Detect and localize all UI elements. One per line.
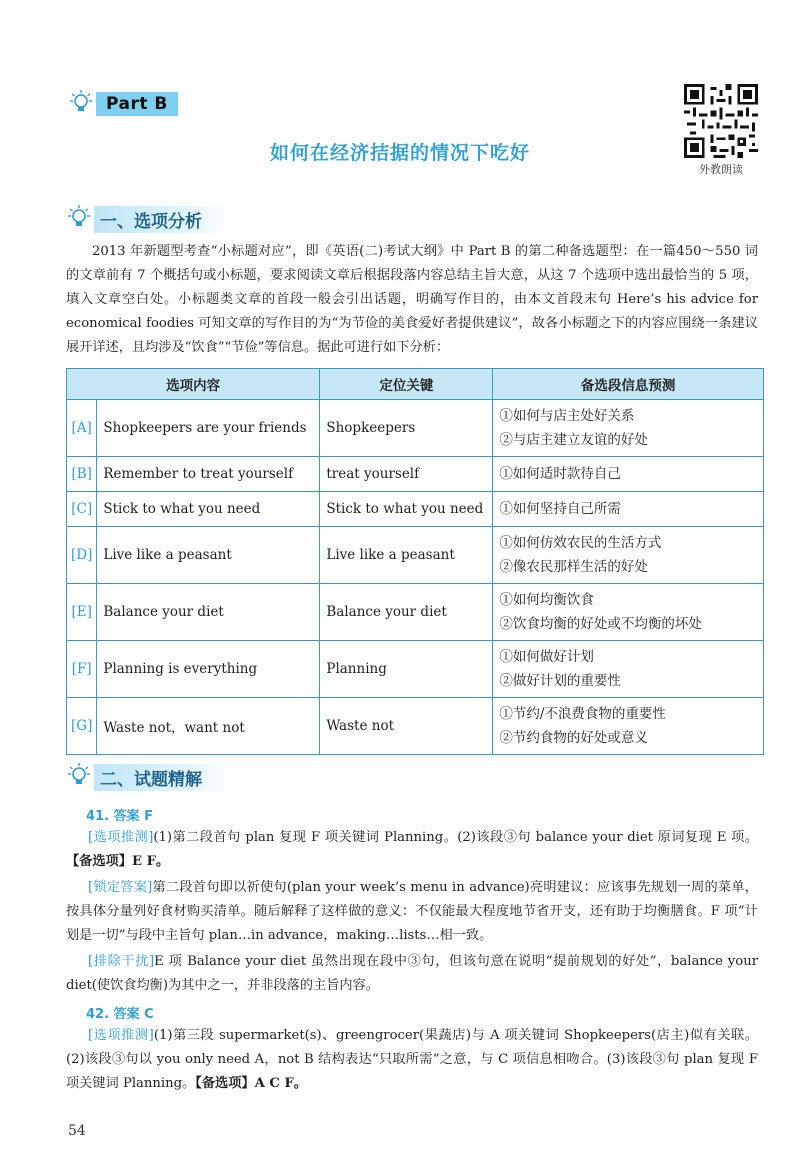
inference-text: (1)第三段 supermarket(s)、greengrocer(果蔬店)与 A 项关键词 Shopkeepers(店主)似有关联。(2)该段③句以 you only need A，not B 结构表达“只取所需”之意，与 C 项信息相吻合。(3)该段③句 plan 复现 F 项关键词 Planning。	[66, 1028, 758, 1091]
prediction-line: ①如何仿效农民的生活方式	[499, 535, 662, 551]
option-prediction	[493, 698, 764, 755]
option-prediction	[493, 457, 764, 492]
option-key: Balance your diet	[320, 584, 493, 641]
option-text: Remember to treat yourself	[97, 457, 320, 492]
alternatives-text: A C F。	[254, 1076, 308, 1091]
table-row	[67, 584, 764, 641]
alternatives-tag: 【备选项】	[195, 1076, 255, 1091]
inference-tag: [选项推测]	[88, 1028, 154, 1043]
exclusion-tag: [排除干扰]	[88, 954, 155, 969]
prediction-line: ②饮食均衡的好处或不均衡的坏处	[499, 616, 702, 632]
option-letter: [G]	[67, 698, 97, 755]
exclusion-text: E 项 Balance your diet 虽然出现在段中③句，但该句意在说明“提前规划的好处”，balance your diet(使饮食均衡)为其中之一，并非段落的主旨内容。	[66, 954, 758, 993]
inference-text: (1)第二段首句 plan 复现 F 项关键词 Planning。(2)该段③句 balance your diet 原词复现 E 项。	[153, 830, 759, 845]
option-prediction	[493, 400, 764, 457]
option-letter: [A]	[67, 400, 97, 457]
option-letter: [E]	[67, 584, 97, 641]
option-prediction	[493, 584, 764, 641]
lock-tag: [锁定答案]	[88, 880, 153, 895]
option-letter: [F]	[67, 641, 97, 698]
table-row	[67, 492, 764, 527]
part-badge	[70, 90, 178, 118]
intro-paragraph: 2013 年新题型考查“小标题对应”，即《英语(二)考试大纲》中 Part B 的第二种备选题型：在一篇450～550 词的文章前有 7 个概括句或小标题，要求阅读文章后根据段落内容总结主旨大意，从这 7 个选项中选出最恰当的 5 项，填入文章空白处。小标题类文章的首段一般会引出话题，明确写作目的，由本文首段末句 Here’s his advice for economical foodies 可知文章的写作目的为“为节俭的美食爱好者提供建议”，故各小标题之下的内容应围绕一条建议展开详述，且均涉及“饮食”“节俭”等信息。据此可进行如下分析：	[66, 244, 758, 355]
lightbulb-icon	[70, 90, 92, 118]
prediction-line: ①如何做好计划	[499, 649, 594, 665]
option-letter: [B]	[67, 457, 97, 492]
option-key: Planning	[320, 641, 493, 698]
option-key: Shopkeepers	[320, 400, 493, 457]
q41-inference	[66, 826, 758, 874]
lightbulb-icon	[68, 205, 90, 233]
table-row	[67, 698, 764, 755]
option-letter: [D]	[67, 527, 97, 584]
page-title: 如何在经济拮据的情况下吃好	[269, 142, 530, 164]
prediction-line: ②做好计划的重要性	[499, 673, 621, 689]
section-heading-solutions	[68, 763, 232, 791]
col-header-key: 定位关键	[320, 369, 493, 400]
q41-lock-answer	[66, 876, 758, 948]
col-header-prediction: 备选段信息预测	[493, 369, 764, 400]
option-key: Live like a peasant	[320, 527, 493, 584]
option-prediction	[493, 641, 764, 698]
prediction-line: ①如何坚持自己所需	[499, 501, 621, 517]
prediction-line: ②与店主建立友谊的好处	[499, 432, 648, 448]
inference-tag: [选项推测]	[88, 830, 154, 845]
table-row	[67, 527, 764, 584]
section-heading-label: 二、试题精解	[94, 764, 232, 791]
alternatives-text: E F。	[131, 854, 170, 869]
option-key: treat yourself	[320, 457, 493, 492]
option-key: Stick to what you need	[320, 492, 493, 527]
prediction-line: ②像农民那样生活的好处	[499, 559, 648, 575]
option-text: Live like a peasant	[97, 527, 320, 584]
alternatives-tag: 【备选项】	[66, 854, 132, 869]
section-heading-label: 一、选项分析	[94, 206, 232, 233]
answer-42: 42. 答案 C	[86, 1007, 154, 1022]
prediction-line: ①如何均衡饮食	[499, 592, 594, 608]
option-letter: [C]	[67, 492, 97, 527]
table-row	[67, 641, 764, 698]
section-heading-analysis	[68, 205, 232, 233]
options-table	[66, 368, 764, 755]
part-label: Part B	[96, 92, 178, 116]
col-header-option: 选项内容	[67, 369, 320, 400]
q41-exclusion	[66, 950, 758, 998]
option-text: Stick to what you need	[97, 492, 320, 527]
prediction-line: ①如何适时款待自己	[499, 466, 621, 482]
table-row	[67, 457, 764, 492]
option-text: Balance your diet	[97, 584, 320, 641]
prediction-line: ②节约食物的好处或意义	[499, 730, 648, 746]
answer-41: 41. 答案 F	[86, 809, 153, 824]
page-number: 54	[68, 1123, 86, 1139]
table-header-row	[67, 369, 764, 400]
prediction-line: ①节约/不浪费食物的重要性	[499, 706, 666, 722]
option-text: Shopkeepers are your friends	[97, 400, 320, 457]
option-text: Planning is everything	[97, 641, 320, 698]
option-prediction	[493, 492, 764, 527]
prediction-line: ①如何与店主处好关系	[499, 408, 635, 424]
q42-inference	[66, 1024, 758, 1096]
lock-text: 第二段首句即以祈使句(plan your week’s menu in advance)亮明建议：应该事先规划一周的菜单，按具体分量列好食材购买清单。随后解释了这样做的意义：不仅能最大程度地节省开支，还有助于均衡膳食。F 项“计划是一切”与段中主旨句 plan…in advance，making…lists…相一致。	[66, 880, 758, 943]
lightbulb-icon	[68, 763, 90, 791]
table-row	[67, 400, 764, 457]
option-text: Waste not，want not	[97, 698, 320, 755]
option-key: Waste not	[320, 698, 493, 755]
option-prediction	[493, 527, 764, 584]
qr-caption: 外教朗读	[699, 163, 743, 176]
